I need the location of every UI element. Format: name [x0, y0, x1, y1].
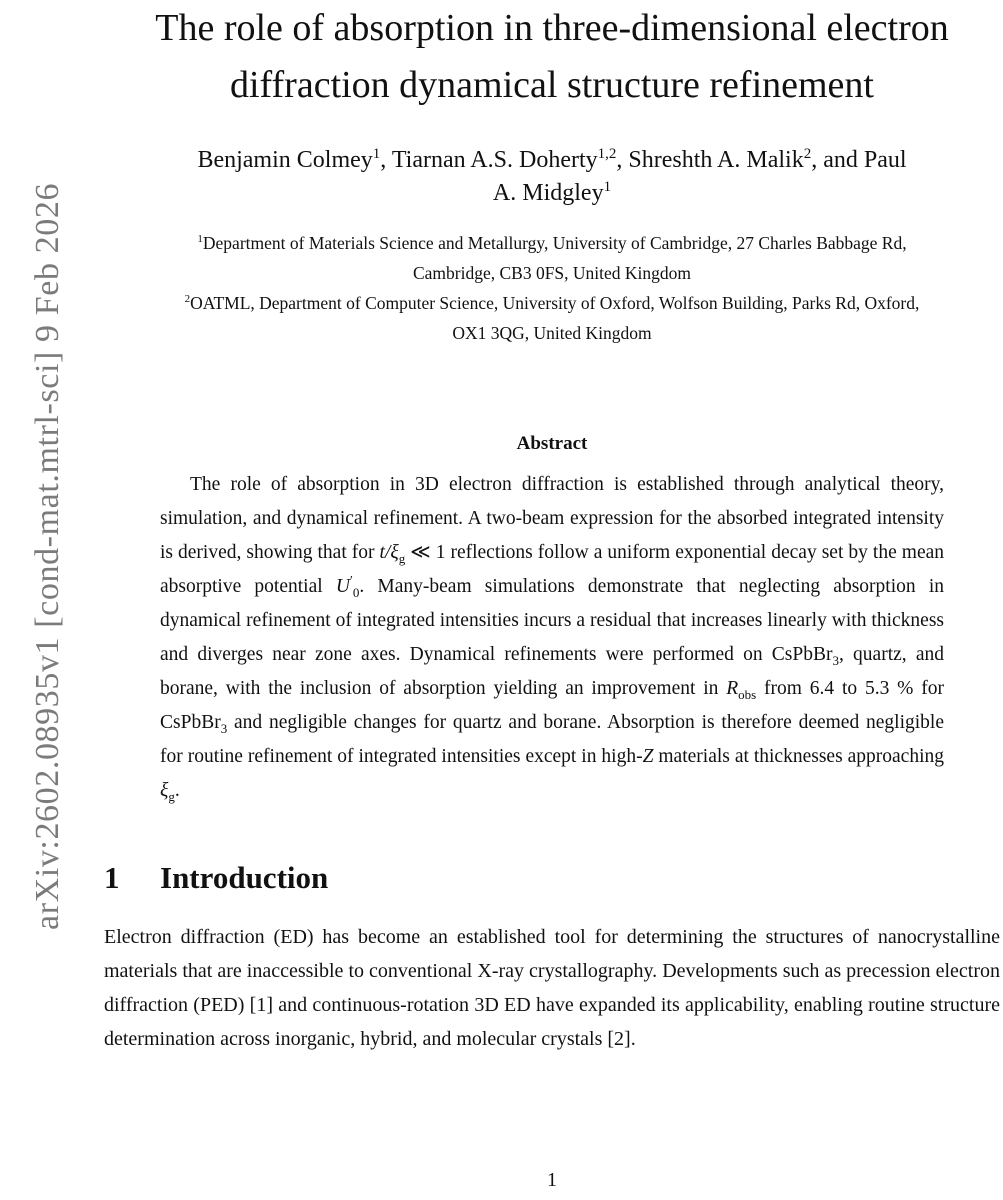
math-z: Z: [642, 746, 654, 767]
author-midgley: A. Midgley: [492, 180, 604, 206]
affiliation-1: [104, 228, 1000, 288]
abstract-text: [160, 468, 944, 808]
affiliations: [104, 228, 1000, 348]
chemical-subscript: 3: [220, 720, 228, 736]
section-heading-introduction: [104, 858, 1000, 898]
abstract-text-run: The role of absorption in 3D electron diffraction is established through analytical theory, simulation, and dynamical refinement. A two-beam expression for the absorbed integrated intensity is derived, showing that for: [160, 474, 944, 563]
abstract-heading: Abstract: [516, 433, 588, 454]
abstract-text-run: . Many-beam simulations demonstrate that neglecting absorption in dynamical refinement of integrated intensities incurs a residual that increases linearly with thickness and diverges near zone axes. Dynamical refinements were performed on CsPbBr: [160, 576, 944, 665]
abstract-text-run: from 6.4 to 5.3 % for CsPbBr: [160, 678, 944, 733]
page-number: 1: [547, 1169, 557, 1191]
math-symbol: ξ: [160, 780, 169, 801]
math-r-obs: [726, 678, 757, 702]
paper-page: [104, 0, 1000, 1200]
author-separator: ,: [380, 147, 392, 173]
author-colmey: Benjamin Colmey: [197, 147, 373, 173]
introduction-paragraph: Electron diffraction (ED) has become an established tool for determining the structures of nanocrystalline materials that are inaccessible to conventional X-ray crystallography. Developments such as precession electron diffraction (PED) [1] and continuous-rotation 3D ED have expanded its applicability, enabling routine structure determination across inorganic, hybrid, and molecular crystals [2].: [104, 926, 1000, 1050]
affiliation-2-line-2: OX1 3QG, United Kingdom: [452, 323, 652, 343]
author-malik: Shreshth A. Malik: [628, 147, 804, 173]
affiliation-1-line-1: Department of Materials Science and Metallurgy, University of Cambridge, 27 Charles Babbage Rd,: [202, 233, 907, 253]
affiliation-2-line-1: OATML, Department of Computer Science, University of Oxford, Wolfson Building, Parks Rd, Oxford,: [190, 293, 920, 313]
affiliation-1-marker: 1: [197, 233, 203, 246]
abstract-text-run: and negligible changes for quartz and borane. Absorption is therefore deemed negligible for routine refinement of integrated intensities except in high-: [160, 712, 944, 767]
author-midgley-affil: 1: [603, 179, 612, 195]
math-subscript: g: [168, 788, 175, 804]
math-subscript: g: [398, 550, 406, 566]
abstract-text-run: ≪ 1 reflections follow a uniform exponential decay set by the mean absorptive potential: [160, 542, 945, 597]
math-symbol: t/ξ: [379, 542, 399, 563]
math-subscript: 0: [352, 584, 360, 600]
section-number: 1: [104, 860, 120, 895]
author-separator: , and Paul: [811, 147, 907, 173]
affiliation-2: [104, 288, 1000, 348]
author-separator: ,: [616, 147, 629, 173]
author-colmey-affil: 1: [372, 146, 381, 162]
author-doherty-affil: 1,2: [597, 146, 617, 162]
math-u0-prime: [335, 572, 360, 600]
author-malik-affil: 2: [803, 146, 812, 162]
math-t-over-xi: [379, 542, 406, 566]
math-subscript: obs: [738, 686, 757, 702]
affiliation-1-line-2: Cambridge, CB3 0FS, United Kingdom: [412, 263, 692, 283]
title-line-2: diffraction dynamical structure refinement: [230, 64, 874, 106]
paper-title: [104, 0, 1000, 114]
math-symbol: U: [335, 576, 350, 597]
section-title: Introduction: [160, 860, 329, 895]
abstract-text-run: materials at thicknesses approaching: [653, 746, 944, 767]
affiliation-2-marker: 2: [184, 293, 191, 306]
math-xi-g: [160, 780, 175, 804]
author-doherty: Tiarnan A.S. Doherty: [391, 147, 598, 173]
chemical-subscript: 3: [832, 652, 839, 668]
abstract-text-run: , quartz, and borane, with the inclusion of absorption yielding an improvement in: [160, 644, 944, 699]
author-list: [104, 144, 1000, 210]
arxiv-identifier: arXiv:2602.08935v1 [cond-mat.mtrl-sci] 9 Feb 2026: [29, 182, 66, 930]
abstract-text-run: .: [174, 780, 180, 801]
math-superscript: ′: [349, 572, 353, 588]
math-symbol: R: [726, 678, 739, 699]
title-line-1: The role of absorption in three-dimensional electron: [155, 7, 949, 49]
abstract-section: [104, 432, 1000, 808]
